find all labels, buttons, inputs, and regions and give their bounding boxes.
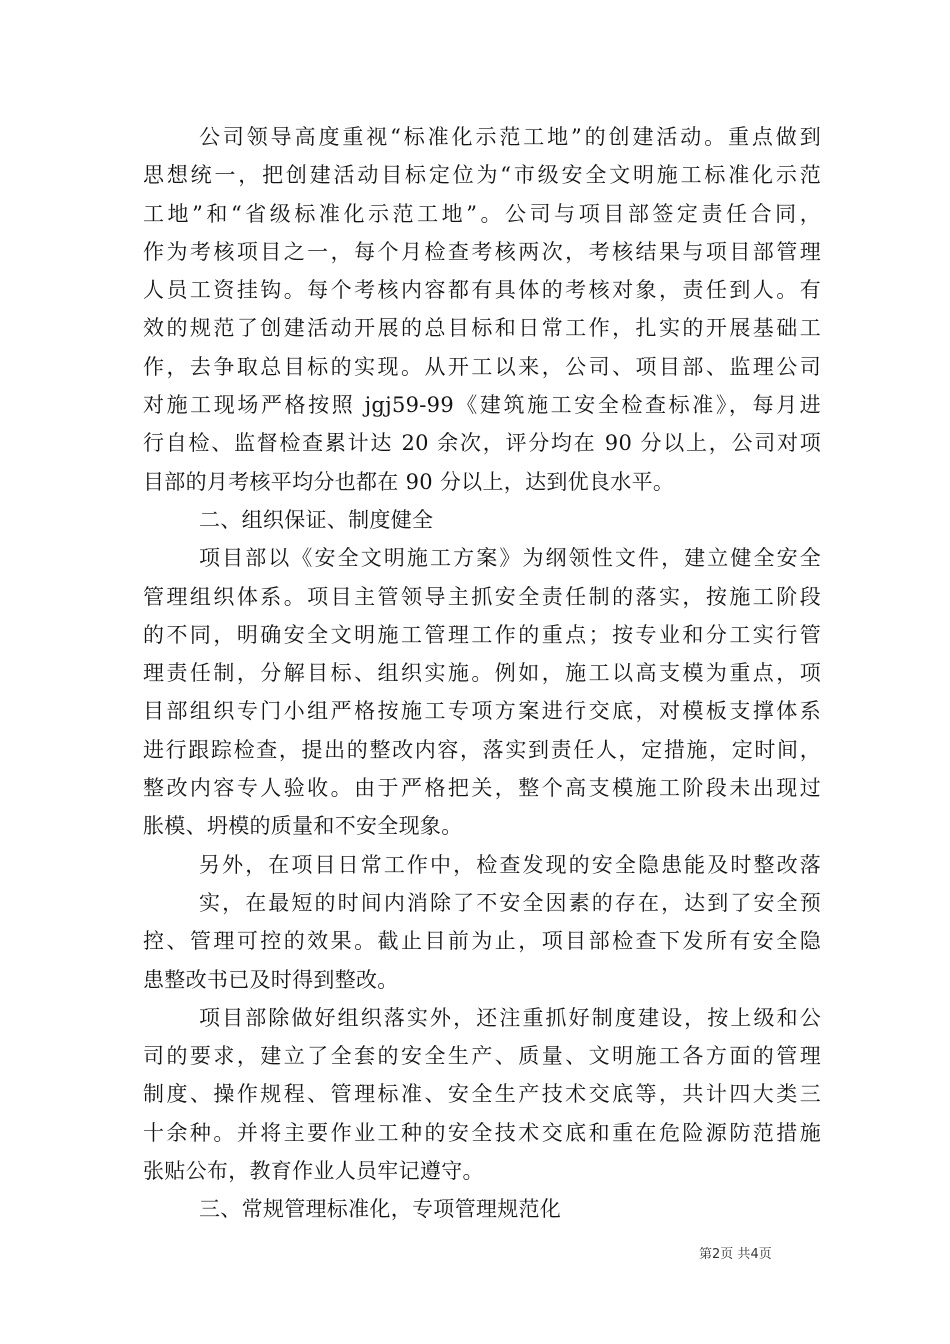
section-heading: 二、组织保证、制度健全 (199, 507, 434, 532)
text-line: 实，在最短的时间内消除了不安全因素的存在，达到了安全预 (199, 890, 821, 915)
page-number: 2 (712, 1247, 721, 1262)
page-footer (699, 1246, 819, 1264)
total-pages: 4 (750, 1247, 759, 1262)
text-line: 整改内容专人验收。由于严格把关，整个高支模施工阶段未出现过 (143, 776, 821, 801)
paragraph (143, 884, 821, 999)
text-line: 人员工资挂钩。每个考核内容都有具体的考核对象，责任到人。有 (143, 278, 821, 303)
text-line: 管理组织体系。项目主管领导主抓安全责任制的落实，按施工阶段 (143, 584, 821, 609)
footer-middle: 页 共 (720, 1247, 751, 1262)
text-line: 张贴公布，教育作业人员牢记遵守。 (143, 1159, 484, 1184)
text-line: 工地”和“省级标准化示范工地”。公司与项目部签定责任合同， (143, 201, 821, 226)
body-text (143, 118, 821, 1229)
text-line: 理责任制，分解目标、组织实施。例如，施工以高支模为重点，项 (143, 661, 821, 686)
text-line: 胀模、坍模的质量和不安全现象。 (143, 814, 463, 839)
text-line: 项目部除做好组织落实外，还注重抓好制度建设，按上级和公 (199, 1005, 821, 1030)
text-line: 作为考核项目之一，每个月检查考核两次，考核结果与项目部管理 (143, 239, 821, 264)
paragraph (143, 846, 821, 884)
section-heading: 三、常规管理标准化，专项管理规范化 (199, 1197, 562, 1222)
text-line: 效的规范了创建活动开展的总目标和日常工作，扎实的开展基础工 (143, 316, 821, 341)
text-line: 目部组织专门小组严格按施工专项方案进行交底，对模板支撑体系 (143, 699, 821, 724)
text-line: 患整改书已及时得到整改。 (143, 967, 399, 992)
text-line: 目部的月考核平均分也都在 90 分以上，达到优良水平。 (143, 469, 675, 494)
text-line: 进行跟踪检查，提出的整改内容，落实到责任人，定措施，定时间， (143, 737, 821, 762)
text-line: 另外，在项目日常工作中，检查发现的安全隐患能及时整改落 (199, 852, 821, 877)
text-line: 行自检、监督检查累计达 20 余次，评分均在 90 分以上，公司对项 (143, 431, 821, 456)
text-line: 公司领导高度重视“标准化示范工地”的创建活动。重点做到 (199, 125, 821, 149)
text-line: 项目部以《安全文明施工方案》为纲领性文件，建立健全安全 (199, 546, 821, 571)
footer-suffix: 页 (758, 1247, 772, 1262)
text-line: 思想统一，把创建活动目标定位为“市级安全文明施工标准化示范 (143, 163, 821, 188)
paragraph (143, 999, 821, 1190)
text-line: 制度、操作规程、管理标准、安全生产技术交底等，共计四大类三 (143, 1082, 821, 1107)
text-line: 对施工现场严格按照 jgj59-99《建筑施工安全检查标准》，每月进 (143, 393, 821, 418)
text-line: 作，去争取总目标的实现。从开工以来，公司、项目部、监理公司 (143, 354, 821, 379)
paragraph (143, 539, 821, 845)
text-line: 控、管理可控的效果。截止目前为止，项目部检查下发所有安全隐 (143, 929, 821, 954)
paragraph (143, 118, 821, 501)
text-line: 十余种。并将主要作业工种的安全技术交底和重在危险源防范措施 (143, 1120, 821, 1145)
text-line: 司的要求，建立了全套的安全生产、质量、文明施工各方面的管理 (143, 1044, 821, 1069)
text-line: 的不同，明确安全文明施工管理工作的重点；按专业和分工实行管 (143, 622, 821, 647)
footer-prefix: 第 (699, 1247, 713, 1262)
